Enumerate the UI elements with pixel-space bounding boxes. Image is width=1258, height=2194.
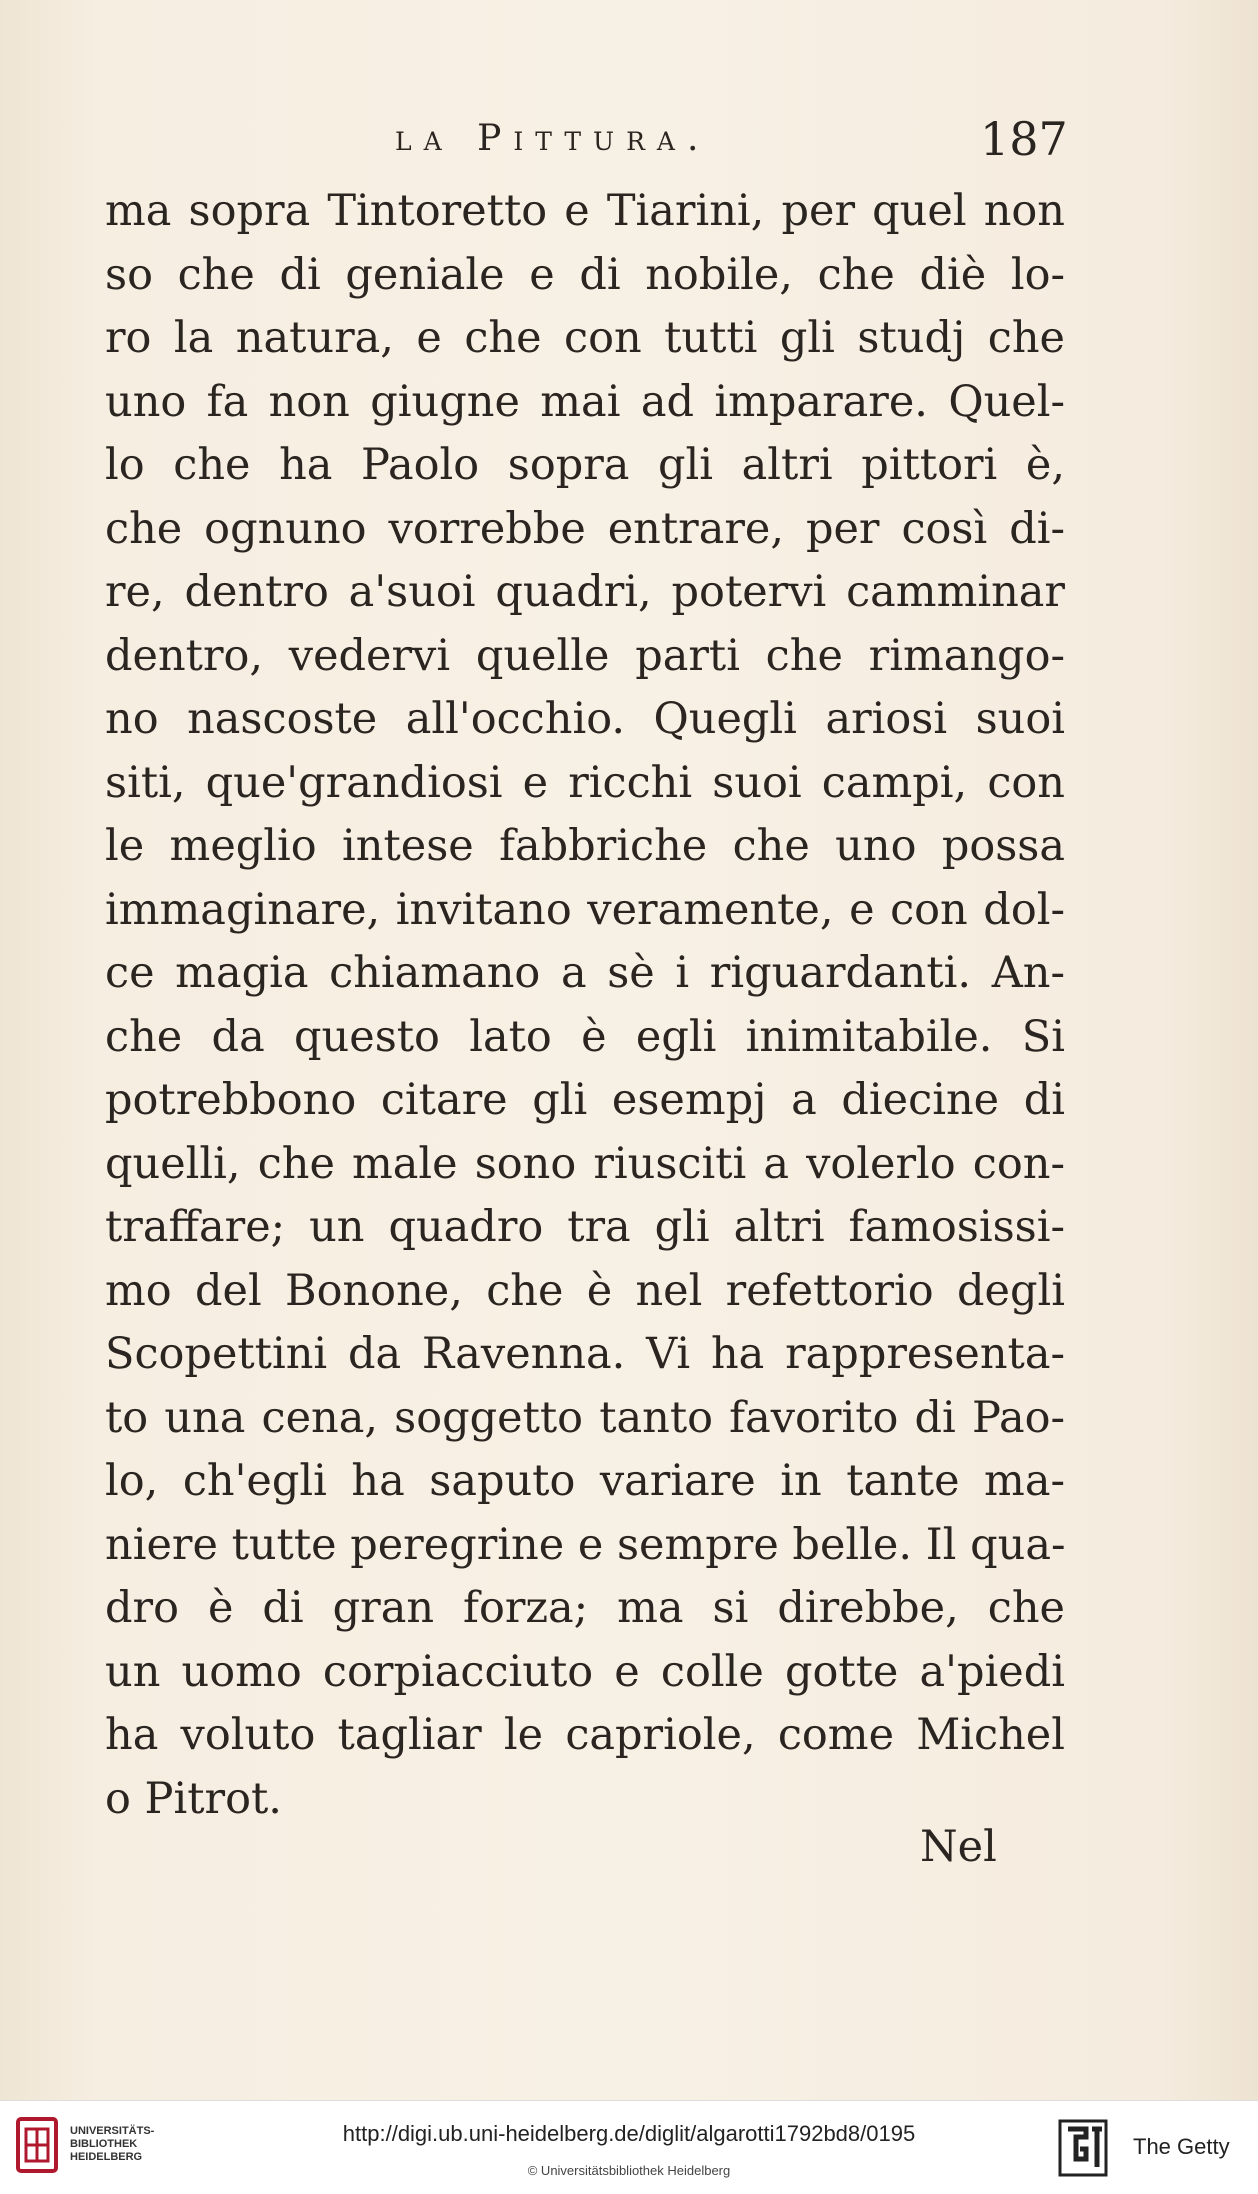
- text-line: che ognuno vorrebbe entrare, per così di-: [105, 503, 1065, 554]
- text-line: niere tutte peregrine e sempre belle. Il qua-: [105, 1519, 1066, 1570]
- text-line: traffare; un quadro tra gli altri famosissi-: [105, 1202, 1065, 1252]
- catchword: Nel: [920, 1822, 997, 1872]
- text-line: immaginare, invitano veramente, e con dol-: [105, 884, 1065, 935]
- text-line: uno fa non giugne mai ad imparare. Quel-: [105, 376, 1065, 427]
- text-line: ma sopra Tintoretto e Tiarini, per quel non: [105, 186, 1065, 236]
- text-line: ce magia chiamano a sè i riguardanti. An-: [105, 948, 1065, 998]
- text-line: lo che ha Paolo sopra gli altri pittori è,: [105, 440, 1065, 490]
- text-line: Scopettini da Ravenna. Vi ha rappresenta-: [105, 1329, 1065, 1379]
- text-line: mo del Bonone, che è nel refettorio degli: [105, 1265, 1065, 1316]
- text-line: lo, ch'egli ha saputo variare in tante ma-: [105, 1456, 1065, 1506]
- library-name-line: UNIVERSITÄTS-: [70, 2125, 155, 2137]
- text-line: dro è di gran forza; ma si direbbe, che: [105, 1583, 1065, 1633]
- text-line: siti, que'grandiosi e ricchi suoi campi, con: [105, 757, 1065, 808]
- permalink-url[interactable]: http://digi.ub.uni-heidelberg.de/diglit/algarotti1792bd8/0195: [342, 2121, 916, 2146]
- copyright-notice: © Universitätsbibliothek Heidelberg: [527, 2163, 731, 2178]
- text-line: quelli, che male sono riusciti a volerlo con-: [105, 1138, 1065, 1189]
- library-name-line: HEIDELBERG: [70, 2151, 143, 2163]
- text-line: dentro, vedervi quelle parti che rimango-: [105, 630, 1065, 681]
- body-text: [105, 180, 1065, 1831]
- text-line: ha voluto tagliar le capriole, come Michel: [105, 1710, 1065, 1760]
- text-line: so che di geniale e di nobile, che diè lo-: [105, 249, 1065, 300]
- partner-name: The Getty: [1133, 2134, 1230, 2159]
- text-line: ro la natura, e che con tutti gli studj che: [105, 313, 1065, 363]
- text-line: to una cena, soggetto tanto favorito di Pao-: [105, 1392, 1065, 1443]
- text-line: che da questo lato è egli inimitabile. Si: [105, 1011, 1065, 1062]
- text-line: no nascoste all'occhio. Quegli ariosi suoi: [105, 694, 1065, 744]
- library-name-line: BIBLIOTHEK: [70, 2138, 138, 2150]
- text-line: re, dentro a'suoi quadri, potervi camminar: [105, 567, 1065, 617]
- getty-logo-icon: [1058, 2119, 1108, 2177]
- viewer-footer: [0, 2100, 1258, 2194]
- text-line: le meglio intese fabbriche che uno possa: [105, 821, 1065, 871]
- page-number: 187: [980, 112, 1068, 166]
- running-head: la Pittura.: [395, 118, 711, 159]
- text-line: potrebbono citare gli esempj a diecine di: [105, 1075, 1065, 1125]
- text-line: o Pitrot.: [105, 1773, 282, 1824]
- text-line: un uomo corpiacciuto e colle gotte a'piedi: [105, 1646, 1065, 1697]
